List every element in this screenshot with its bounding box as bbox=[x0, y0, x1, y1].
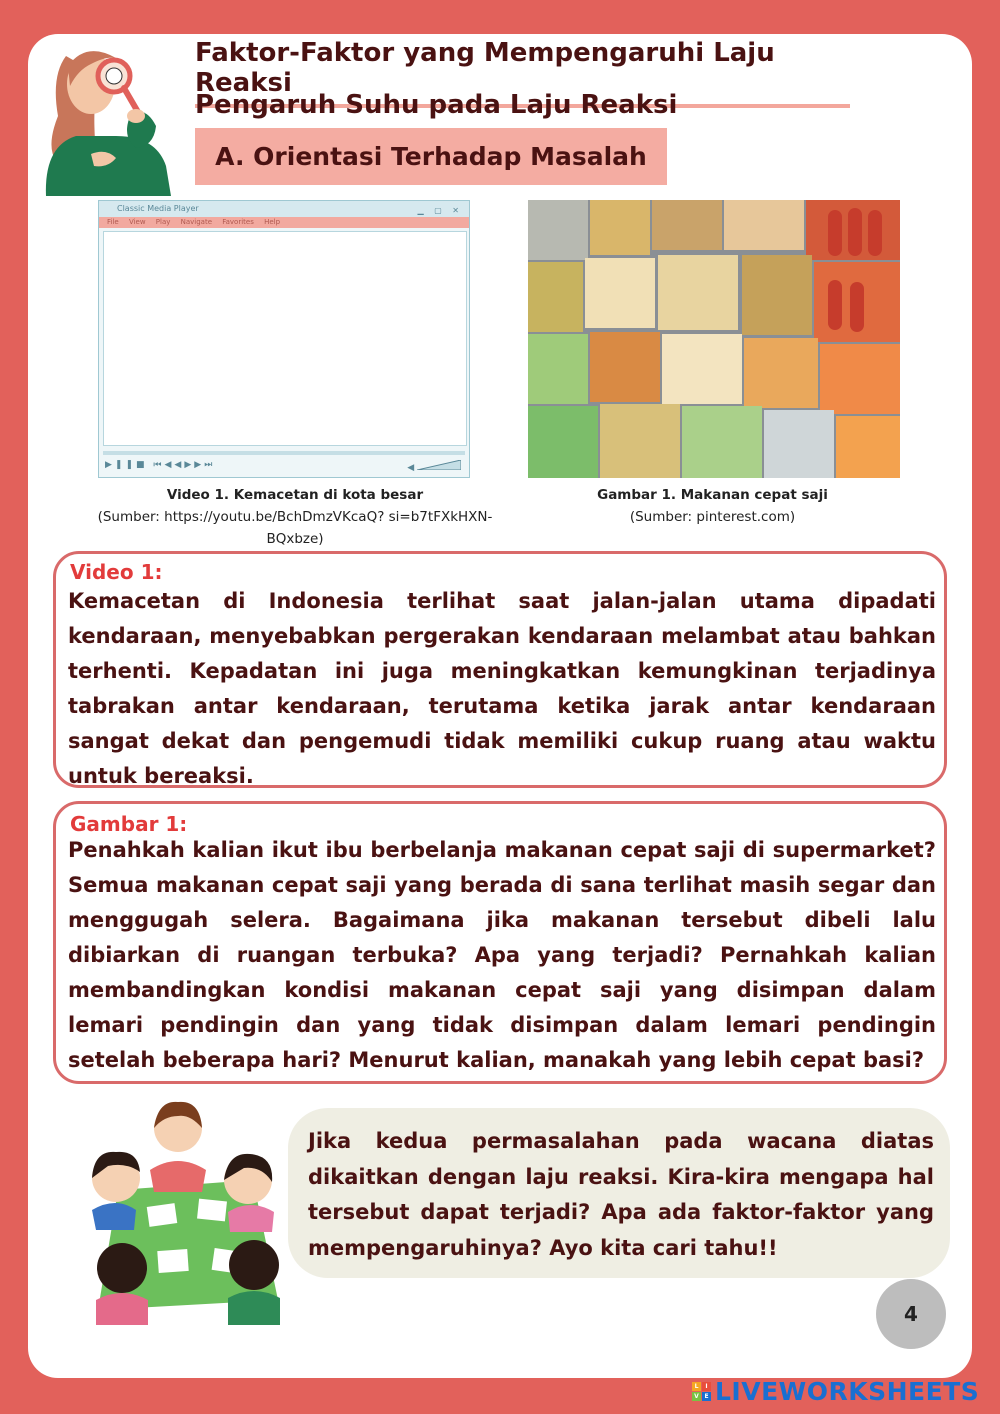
group-discussion-illustration bbox=[78, 1100, 290, 1325]
speaker-icon: ◀ bbox=[407, 463, 415, 473]
rewind-icon[interactable]: ◀◀ bbox=[164, 460, 185, 470]
video-screen[interactable] bbox=[103, 231, 467, 446]
player-menubar[interactable]: File View Play Navigate Favorites Help bbox=[99, 217, 469, 228]
previous-icon[interactable]: ⏮ bbox=[153, 460, 165, 470]
worksheet-subtitle: Pengaruh Suhu pada Laju Reaksi bbox=[195, 90, 678, 120]
window-controls[interactable]: ▁ ▢ ✕ bbox=[417, 206, 463, 215]
page-number: 4 bbox=[876, 1279, 946, 1349]
video-player[interactable] bbox=[98, 200, 470, 478]
next-icon[interactable]: ⏭ bbox=[204, 460, 216, 470]
image-box-text: Penahkah kalian ikut ibu berbelanja makanan cepat saji di supermarket? Semua makanan cepat saji yang berada di sana terlihat masih segar dan menggugah selera. Bagaimana jika makanan tersebut dibeli lalu dibiarkan di ruangan terbuka? Apa yang terjadi? Pernahkah kalian membandingkan kondisi makanan cepat saji yang disimpan dalam lemari pendingin dan yang tidak disimpan dalam lemari pendingin setelah beberapa hari? Menurut kalian, manakah yang lebih cepat basi? bbox=[68, 838, 936, 1072]
video-caption bbox=[95, 484, 495, 550]
video-box-label: Video 1: bbox=[70, 560, 163, 584]
video-caption-source: (Sumber: https://youtu.be/BchDmzVKcaQ? si=b7tFXkHXN-BQxbze) bbox=[97, 509, 493, 547]
video-description-box bbox=[53, 551, 947, 788]
brand-name: LIVEWORKSHEETS bbox=[715, 1376, 980, 1406]
detective-girl-illustration bbox=[36, 36, 181, 196]
volume-slider[interactable] bbox=[417, 460, 461, 470]
question-text: Jika kedua permasalahan pada wacana diatas dikaitkan dengan laju reaksi. Kira-kira mengapa hal tersebut dapat terjadi? Apa ada faktor-faktor yang mempengaruhinya? Ayo kita cari tahu!! bbox=[308, 1129, 934, 1260]
image-caption-title: Gambar 1. Makanan cepat saji bbox=[597, 487, 828, 503]
video-progress-bar[interactable] bbox=[103, 451, 465, 455]
player-titlebar bbox=[99, 201, 469, 217]
worksheet-title: Faktor-Faktor yang Mempengaruhi Laju Reaksi bbox=[195, 38, 850, 108]
question-bubble bbox=[288, 1108, 950, 1278]
image-box-label: Gambar 1: bbox=[70, 812, 188, 836]
play-icon[interactable]: ▶ bbox=[105, 460, 115, 470]
video-caption-title: Video 1. Kemacetan di kota besar bbox=[166, 487, 424, 503]
forward-icon[interactable]: ▶▶ bbox=[184, 460, 205, 470]
section-heading: A. Orientasi Terhadap Masalah bbox=[195, 128, 667, 185]
player-title: Classic Media Player bbox=[117, 204, 199, 213]
image-description-box bbox=[53, 801, 947, 1084]
video-box-text: Kemacetan di Indonesia terlihat saat jalan-jalan utama dipadati kendaraan, menyebabkan pergerakan kendaraan melambat atau bahkan terhenti. Kepadatan ini juga meningkatkan kemungkinan terjadinya tabrakan antar kendaraan, terutama ketika jarak antar kendaraan sangat dekat dan pengemudi tidak memiliki cukup ruang atau waktu untuk bereaksi. bbox=[68, 589, 936, 788]
stop-icon[interactable]: ■ bbox=[136, 460, 148, 470]
image-caption-source: (Sumber: pinterest.com) bbox=[629, 509, 796, 525]
pause-icon[interactable]: ❚❚ bbox=[114, 460, 137, 470]
logo-blocks-icon: L I V E bbox=[692, 1382, 711, 1401]
image-caption bbox=[540, 484, 885, 528]
liveworksheets-logo bbox=[692, 1376, 979, 1406]
volume-control[interactable] bbox=[407, 460, 461, 473]
playback-controls[interactable] bbox=[105, 460, 215, 470]
fast-food-image bbox=[528, 200, 900, 478]
